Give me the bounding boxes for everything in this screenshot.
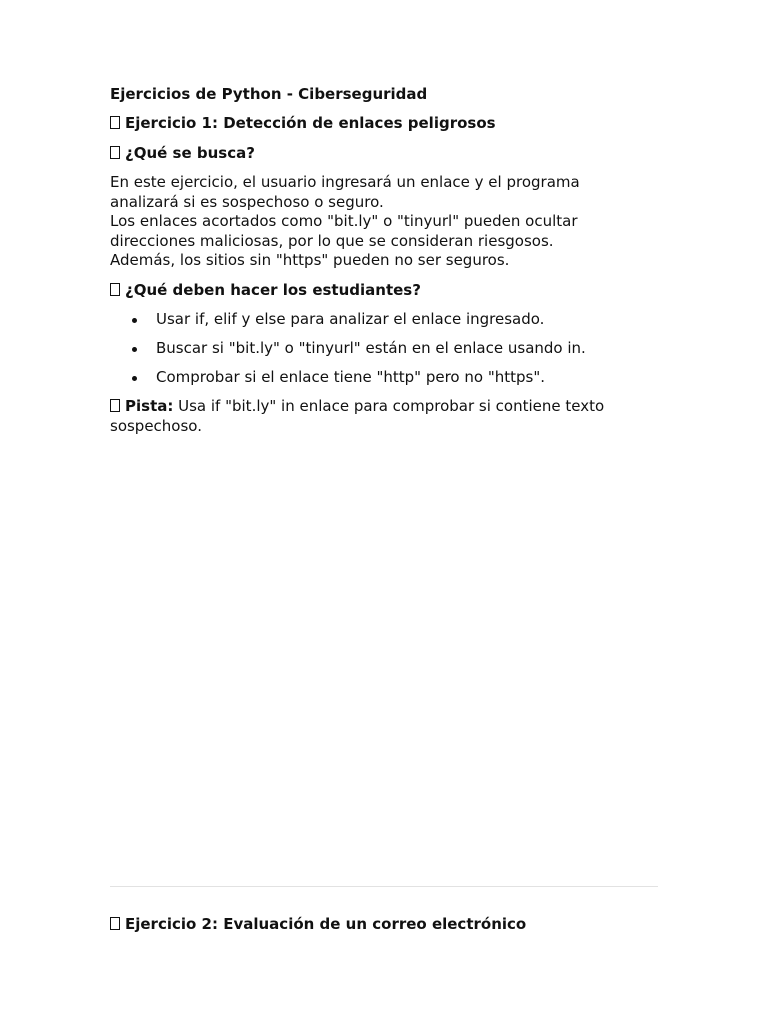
missing-glyph-icon — [110, 917, 120, 930]
missing-glyph-icon — [110, 146, 120, 159]
list-item — [110, 338, 658, 367]
list-item — [110, 309, 658, 338]
description-line: direcciones maliciosas, por lo que se consideran riesgosos. — [110, 231, 554, 250]
task-text: Comprobar si el enlace tiene "http" pero no "https". — [156, 368, 545, 386]
description-line: Los enlaces acortados como "bit.ly" o "tinyurl" pueden ocultar — [110, 212, 578, 230]
hint-line-1 — [110, 397, 658, 417]
bullet-icon — [132, 318, 137, 323]
exercise-2-heading-text: Ejercicio 2: Evaluación de un correo electrónico — [125, 915, 527, 933]
what-heading-text: ¿Qué se busca? — [125, 144, 255, 162]
document-page — [110, 0, 658, 1024]
missing-glyph-icon — [110, 399, 120, 412]
hint-text: Usa if "bit.ly" in enlace para comprobar si contiene texto — [173, 397, 605, 415]
hint-paragraph — [110, 397, 658, 436]
bullet-icon — [132, 347, 137, 352]
what-heading — [110, 143, 255, 163]
missing-glyph-icon — [110, 116, 120, 129]
exercise-1-heading — [110, 113, 496, 133]
description-line: Además, los sitios sin "https" pueden no ser seguros. — [110, 251, 510, 269]
exercise-2-heading — [110, 914, 526, 934]
task-text: Usar if, elif y else para analizar el enlace ingresado. — [156, 310, 545, 328]
tasks-heading — [110, 280, 421, 300]
section-divider — [110, 886, 658, 887]
list-item — [110, 367, 658, 396]
document-title: Ejercicios de Python - Ciberseguridad — [110, 85, 428, 103]
description-line: analizará si es sospechoso o seguro. — [110, 192, 384, 211]
tasks-heading-text: ¿Qué deben hacer los estudiantes? — [125, 281, 421, 299]
exercise-1-description — [110, 173, 658, 271]
bullet-icon — [132, 376, 137, 381]
description-line: En este ejercicio, el usuario ingresará un enlace y el programa — [110, 173, 580, 191]
hint-label: Pista: — [125, 397, 174, 415]
exercise-1-heading-text: Ejercicio 1: Detección de enlaces peligrosos — [125, 114, 496, 132]
hint-line-2: sospechoso. — [110, 416, 202, 435]
tasks-list — [110, 309, 658, 396]
task-text: Buscar si "bit.ly" o "tinyurl" están en el enlace usando in. — [156, 339, 586, 357]
missing-glyph-icon — [110, 283, 120, 296]
